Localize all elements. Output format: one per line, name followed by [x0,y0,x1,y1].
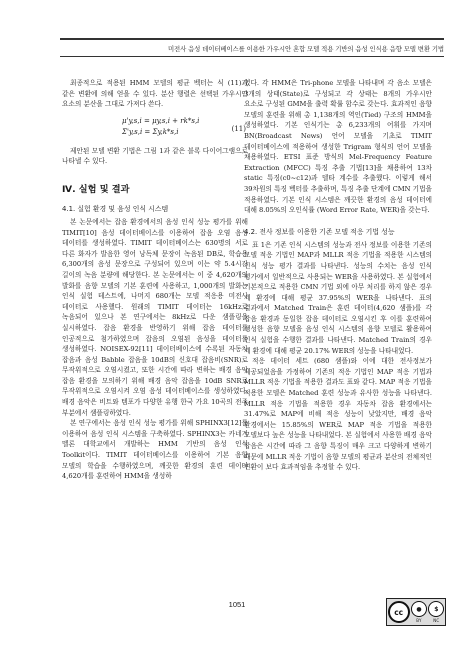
paragraph-model-result: 최종적으로 적용된 HMM 모델의 평균 벡터는 식 (11)과 같은 변환에 의해 얻을 수 있다. 분산 행렬은 선택된 가우시안 요소의 분산을 그대로 가져다 쓴다. [62,79,248,109]
paragraph-block-diagram: 제안된 모델 변환 기법은 그림 1과 같은 블록 다이어그램으로 나타낼 수 있다. [62,146,248,166]
right-column [244,78,432,473]
paragraph-timit-setup: 본 논문에서는 잡음 환경에서의 음성 인식 성능 평가를 위해 TIMIT[10] 음성 데이터베이스를 이용하여 잡음 오염 음성 데이터를 생성하였다. TIMIT 데이터베이스는 630명의 서로 다른 화자가 발음한 영어 낭독체 문장이 녹음된 DB로, 학습용 6,300개의 음성 문장으로 구성되어 있으며 이는 약 5.4시간 길이의 녹음 분량에 해당한다. 본 논문에서는 이 중 4,620개의 발화를 음향 모델의 기본 훈련에 사용하고, 1,000개의 발화는 인식 실험 테스트에, 나머지 680개는 모델 적응용 미전사 데이터로 사용했다. 원래의 TIMIT 데이터는 16kHz로 녹음되어 있으나 본 연구에서는 8kHz로 다운 샘플링을 실시하였다. 잡음 환경을 반영하기 위해 잡음 데이터를 인공적으로 첨가하였으며 잡음의 오염된 음성을 데이터를 생성하였다. NOISEX-92[11] 데이터베이스에 수록된 자동차 잡음과 음성 Babble 잡음을 10dB의 신호대 잡음비(SNR)로 무작위적으로 오염시켰고, 또한 시간에 따라 변하는 배경 음악 잡음 환경을 모의하기 위해 배경 음악 잡음을 10dB SNR로 무작위적으로 오염시켜 오염 음성 데이터베이스를 생성하였다. 배경 음악은 비트와 템포가 다양한 유행 한국 가요 10곡의 전주 부분에서 샘플링하였다. [62,217,248,417]
header-rule-thick [60,38,444,40]
equation-mean: μ'y,s,i = μy,s,i + rk*s,i [122,116,200,125]
paragraph-hmm-details: 였다. 각 HMM은 Tri-phone 모델을 나타내며 각 음소 모델은 3개의 상태(State)로 구성되고 각 상태는 8개의 가우시안 요소로 구성된 GMM을 출력 확률 함수로 갖는다. 효과적인 음향 모델의 훈련을 위해 총 1,138개의 역인(Tied) 구조의 HMM을 생성하였다. 기본 인식기는 총 6,233개의 어휘를 가지며 BN(Broadcast News) 언어 모델을 기초로 TIMIT 데이터베이스에 적용하여 생성한 Trigram 형식의 언어 모델을 채용하였다. ETSI 표준 방식의 Mel-Frequency Feature Extraction (MFCC) 특징 추출 기법[13]을 채용하여 13차 static 특징(c0~c12)과 델타 계수를 추출했다. 이렇게 해서 39차원의 특징 벡터를 추출하며, 특징 추출 단계에 CMN 기법을 적용하였다. 기본 인식 시스템은 깨끗한 환경의 음성 데이터에 대해 8.05%의 오인식률 (Word Error Rate, WER)을 갖는다. [244,79,432,215]
cc-logo-icon: cc [388,601,410,623]
equation-11 [62,116,248,138]
subsection-title-4-1: 4.1. 실험 환경 및 음성 인식 시스템 [62,204,169,213]
cc-license-badge[interactable] [386,598,446,626]
running-header: 미전사 음성 데이터베이스를 이용한 가우시안 혼합 모델 적용 기반의 음성 인식용 음향 모델 변환 기법 [167,45,444,53]
section-title: Ⅳ. 실험 및 결과 [62,183,130,195]
person-icon: ● [411,601,427,617]
page-number: 1051 [228,600,246,609]
equation-variance: Σ'y,s,i = Σy,k*s,i [122,127,179,136]
left-column [62,78,248,482]
paragraph-map-mllr: 적응 데이터 세트 (680 샘플)와 이에 대한 전사정보가 제공되었음을 가정하여 기존의 적응 기법인 MAP 적응 기법과 MLLR 적응 기법을 적용한 결과도 표와 같다. MAP 적응 기법을 적용한 모델은 Matched 훈련 성능과 유사한 성능을 나타낸다. MLLR 적응 기법을 적용한 경우 자동차 잡음 환경에서는 31.47%로 MAP에 비해 적응 성능이 낮았지만, 배경 음악 환경에서는 15.85%의 WER로 MAP 적응 기법을 적용한 모델보다 높은 성능을 나타내었다. 본 실험에서 사용한 배경 음악 잡음은 시간에 따라 그 음향 특징이 매우 크고 다양하게 변하기 때문에 MLLR 적응 기법이 음향 모델의 평균과 분산의 전체적인 변환이 보다 효과적임을 추정할 수 있다. [244,357,432,472]
cc-by-label: BY [416,618,422,623]
paragraph-baseline-results: 표 1은 기존 인식 시스템의 성능과 전사 정보를 이용한 기존의 모델 적응 기법인 MAP과 MLLR 적응 기법을 적용한 시스템의 인식 성능 평가 결과를 나타낸다. 성능의 수치는 음성 인식 평가에서 일반적으로 사용되는 WER을 사용하였다. 본 실험에서 기본적으로 적용한 CMN 기법 외에 아무 처리를 하지 않은 경우 세 환경에 대해 평균 37.95%의 WER을 나타낸다. 표의 결과에서 Matched Train은 훈련 데이터(4,620 샘플)를 각 잡음 환경과 동일한 잡음 데이터로 오염시킨 후 이를 훈련하여 생성한 음향 모델을 음성 인식 시스템의 음향 모델로 활용하여 인식 실험을 수행한 결과를 나타낸다. Matched Train의 경우 세 환경에 대해 평균 20.17% WER의 성능을 나타내었다. [244,240,432,355]
no-dollar-icon: $ [428,601,444,617]
paragraph-sphinx3: 본 연구에서는 음성 인식 성능 평가를 위해 SPHINX3[12]를 이용하여 음성 인식 시스템을 구축하였다. SPHINX3는 카네기 멜론 대학교에서 개발하는 HMM 기반의 음성 인식 Toolkit이다. TIMIT 데이터베이스를 이용하여 기본 음향 모델의 학습을 수행하였으며, 깨끗한 환경의 훈련 데이터 4,620개를 훈련하여 HMM을 생성하 [62,419,248,481]
cc-by-group [411,601,427,623]
cc-nc-group [428,601,444,623]
subsection-title-4-2: 4.2. 전사 정보를 이용한 기존 모델 적응 기법 성능 [244,227,395,236]
cc-nc-label: NC [433,618,440,623]
equation-number: (11) [231,124,246,133]
header-rule-thin [60,56,444,57]
